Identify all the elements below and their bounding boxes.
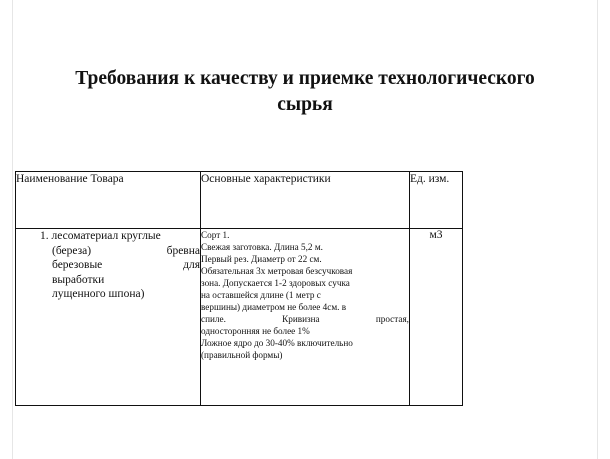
product-name-line: выработки — [52, 273, 105, 286]
characteristics-line: Обязательная 3х метровая безсучковая — [201, 266, 353, 276]
header-product-name: Наименование Товара — [16, 172, 201, 229]
header-characteristics: Основные характеристики — [201, 172, 410, 229]
document-title-line-2: сырья — [277, 94, 333, 115]
page-edge-left — [12, 0, 13, 459]
product-name-line: лущенного шпона) — [52, 288, 145, 300]
characteristics-line: Ложное ядро до 30-40% включительно — [201, 338, 353, 348]
table-row — [16, 229, 463, 406]
product-name-line — [16, 244, 200, 259]
document-title — [30, 66, 580, 118]
page-edge-right — [597, 0, 598, 459]
characteristics-line: Первый рез. Диаметр от 22 см. — [201, 254, 322, 264]
product-name-word: для — [183, 259, 200, 271]
characteristics-cell — [201, 229, 410, 406]
product-name-line — [16, 258, 200, 273]
table-header-row — [16, 172, 463, 229]
requirements-table — [15, 171, 463, 406]
product-name-word: бревна — [166, 244, 200, 257]
characteristics-word: Кривизна — [282, 314, 320, 324]
characteristics-line: зона. Допускается 1-2 здоровых сучка — [201, 278, 350, 288]
characteristics-line: на оставшейся длине (1 метр с — [201, 290, 321, 300]
characteristics-word: спиле. — [201, 314, 226, 324]
characteristics-word: простая, — [375, 314, 409, 324]
characteristics-line: (правильной формы) — [201, 350, 283, 360]
document-title-line-1: Требования к качеству и приемке технологического — [75, 68, 535, 89]
product-name-word: (береза) — [52, 244, 92, 257]
unit-cell: м3 — [410, 229, 463, 406]
characteristics-line — [201, 313, 409, 325]
product-name-word: березовые — [52, 259, 103, 271]
header-unit: Ед. изм. — [410, 172, 463, 229]
characteristics-line: односторонняя не более 1% — [201, 326, 310, 336]
characteristics-line: вершины) диаметром не более 4см. в — [201, 302, 347, 312]
product-name-cell — [16, 229, 201, 406]
characteristics-line: Свежая заготовка. Длина 5,2 м. — [201, 242, 323, 252]
product-name-line: 1. лесоматериал круглые — [40, 230, 161, 242]
characteristics-line: Сорт 1. — [201, 230, 230, 240]
